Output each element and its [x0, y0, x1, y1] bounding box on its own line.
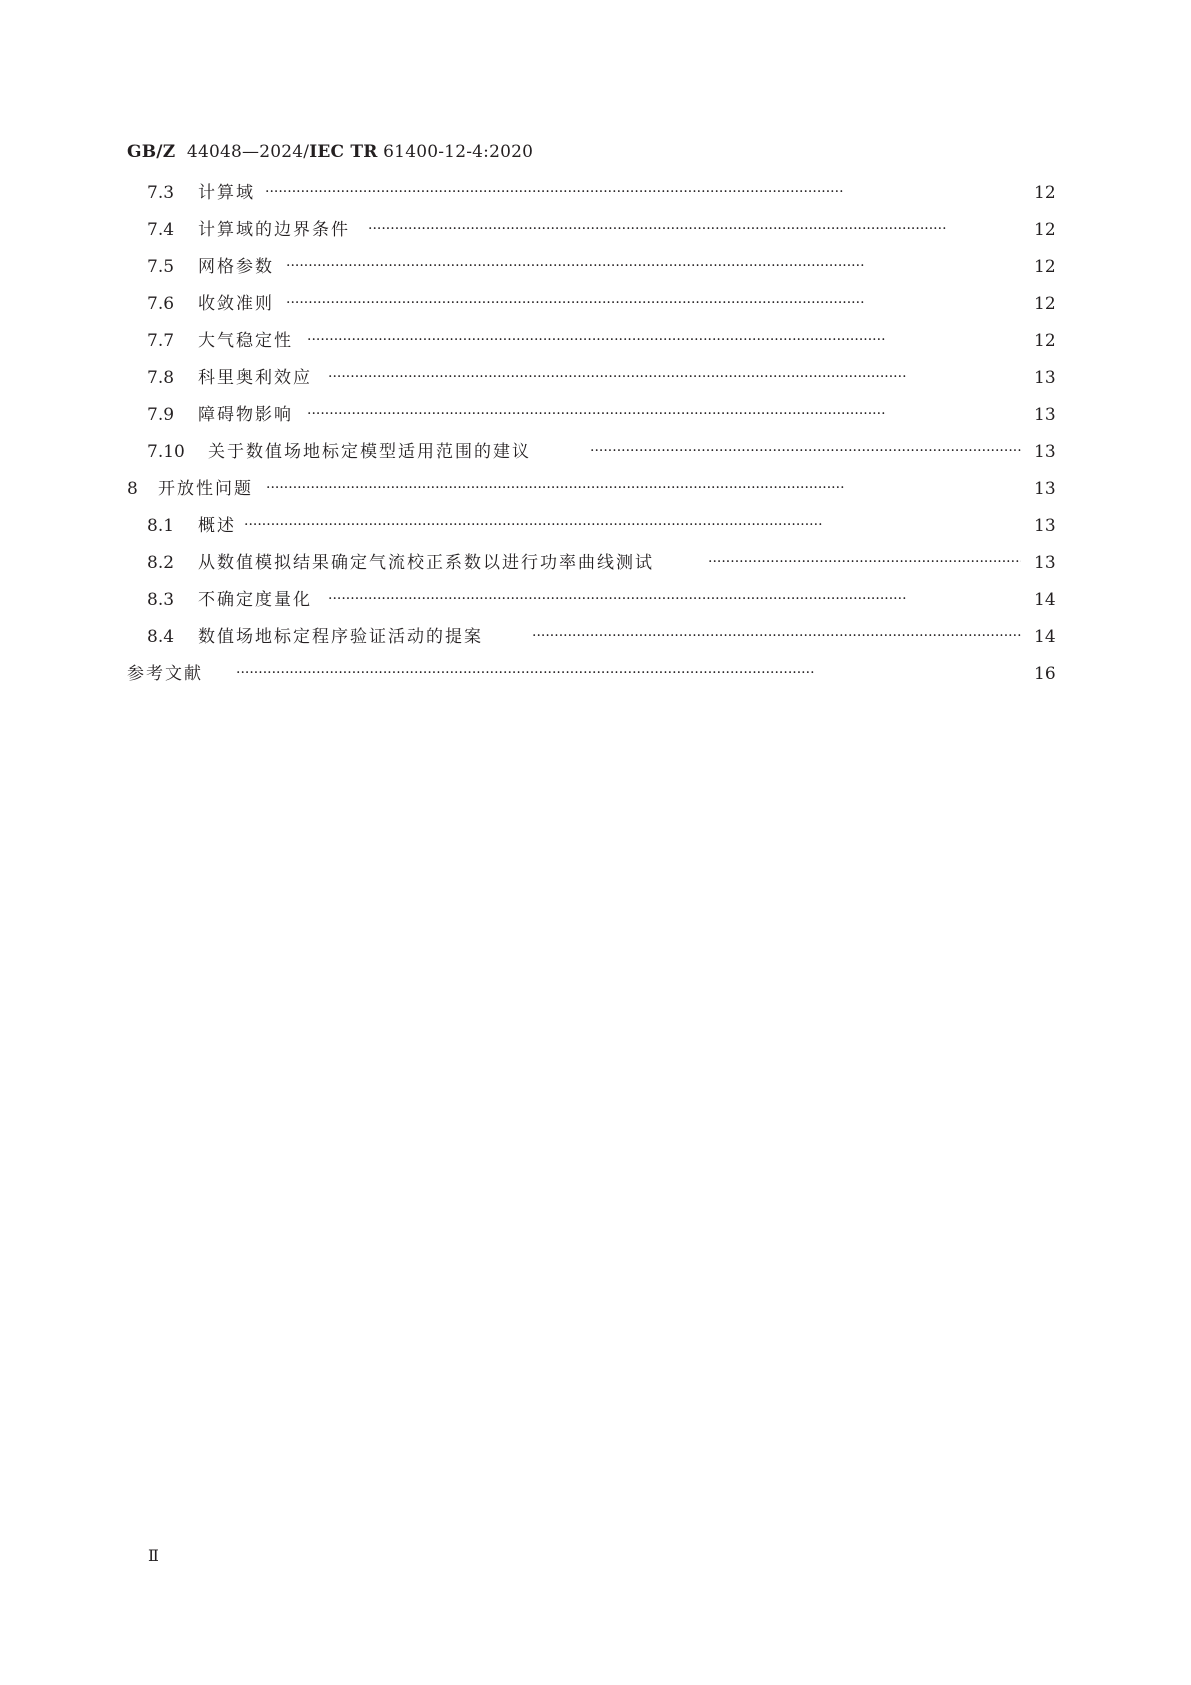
toc-entry-page: 13: [1034, 479, 1056, 499]
toc-entry-title: 数值场地标定程序验证活动的提案: [198, 627, 483, 647]
toc-dot-leader: [244, 512, 1021, 540]
toc-entry[interactable]: [0, 438, 1191, 466]
toc-entry-page: 16: [1034, 664, 1056, 684]
toc-entry-title: 计算域的边界条件: [198, 220, 350, 240]
toc-entry[interactable]: [0, 660, 1191, 688]
toc-entry-title: 科里奥利效应: [198, 368, 312, 388]
toc-entry-page: 12: [1034, 220, 1056, 240]
toc-entry-title: 大气稳定性: [198, 331, 293, 351]
toc-entry[interactable]: [0, 253, 1191, 281]
toc-dot-leader: [708, 549, 1021, 577]
toc-entry-page: 12: [1034, 183, 1056, 203]
toc-entry-number: 8: [127, 479, 138, 499]
toc-dot-leader: [307, 327, 1021, 355]
toc-entry-title: 参考文献: [127, 664, 203, 684]
toc-entry[interactable]: [0, 475, 1191, 503]
toc-dot-leader: [286, 290, 1021, 318]
toc-entry-title: 开放性问题: [158, 479, 253, 499]
standard-prefix: GB/Z: [127, 142, 176, 162]
toc-entry-title: 从数值模拟结果确定气流校正系数以进行功率曲线测试: [198, 553, 654, 573]
toc-entry[interactable]: [0, 549, 1191, 577]
toc-dot-leader: [532, 623, 1021, 651]
toc-dot-leader: [236, 660, 1021, 688]
toc-entry-title: 不确定度量化: [198, 590, 312, 610]
toc-entry-page: 12: [1034, 331, 1056, 351]
toc-entry[interactable]: [0, 401, 1191, 429]
toc-entry-title: 收敛准则: [198, 294, 274, 314]
toc-entry-number: 8.1: [147, 516, 175, 536]
toc-entry-page: 13: [1034, 405, 1056, 425]
standard-number: 44048—2024/: [186, 142, 310, 162]
toc-entry[interactable]: [0, 216, 1191, 244]
toc-entry-page: 12: [1034, 257, 1056, 277]
toc-entry-title: 概述: [198, 516, 236, 536]
toc-entry-number: 7.3: [147, 183, 175, 203]
toc-entry-page: 14: [1034, 627, 1056, 647]
toc-entry-page: 13: [1034, 516, 1056, 536]
toc-entry-number: 7.9: [147, 405, 175, 425]
toc-dot-leader: [266, 475, 1021, 503]
document-header: [127, 142, 533, 162]
toc-entry-number: 7.8: [147, 368, 175, 388]
toc-entry-title: 障碍物影响: [198, 405, 293, 425]
toc-entry-number: 7.6: [147, 294, 175, 314]
toc-dot-leader: [328, 586, 1021, 614]
toc-dot-leader: [328, 364, 1021, 392]
toc-entry-number: 7.5: [147, 257, 175, 277]
toc-dot-leader: [368, 216, 1021, 244]
toc-dot-leader: [307, 401, 1021, 429]
iec-number: 61400-12-4:2020: [383, 142, 534, 162]
toc-entry[interactable]: [0, 364, 1191, 392]
toc-dot-leader: [286, 253, 1021, 281]
toc-entry-number: 8.4: [147, 627, 175, 647]
toc-entry-page: 14: [1034, 590, 1056, 610]
iec-part: IEC TR: [309, 142, 378, 162]
toc-entry[interactable]: [0, 586, 1191, 614]
toc-entry-number: 8.2: [147, 553, 175, 573]
toc-entry-page: 12: [1034, 294, 1056, 314]
toc-entry-title: 网格参数: [198, 257, 274, 277]
toc-entry-number: 7.4: [147, 220, 175, 240]
toc-dot-leader: [590, 438, 1021, 466]
toc-entry[interactable]: [0, 623, 1191, 651]
toc-entry[interactable]: [0, 327, 1191, 355]
toc-entry-title: 关于数值场地标定模型适用范围的建议: [208, 442, 531, 462]
toc-entry[interactable]: [0, 290, 1191, 318]
page-number: Ⅱ: [148, 1546, 159, 1565]
toc-dot-leader: [265, 179, 1021, 207]
toc-entry[interactable]: [0, 179, 1191, 207]
toc-entry-title: 计算域: [198, 183, 255, 203]
toc-entry-page: 13: [1034, 368, 1056, 388]
toc-entry-number: 7.7: [147, 331, 175, 351]
toc-entry-number: 8.3: [147, 590, 175, 610]
toc-entry[interactable]: [0, 512, 1191, 540]
toc-entry-page: 13: [1034, 442, 1056, 462]
toc-entry-page: 13: [1034, 553, 1056, 573]
toc-entry-number: 7.10: [147, 442, 185, 462]
